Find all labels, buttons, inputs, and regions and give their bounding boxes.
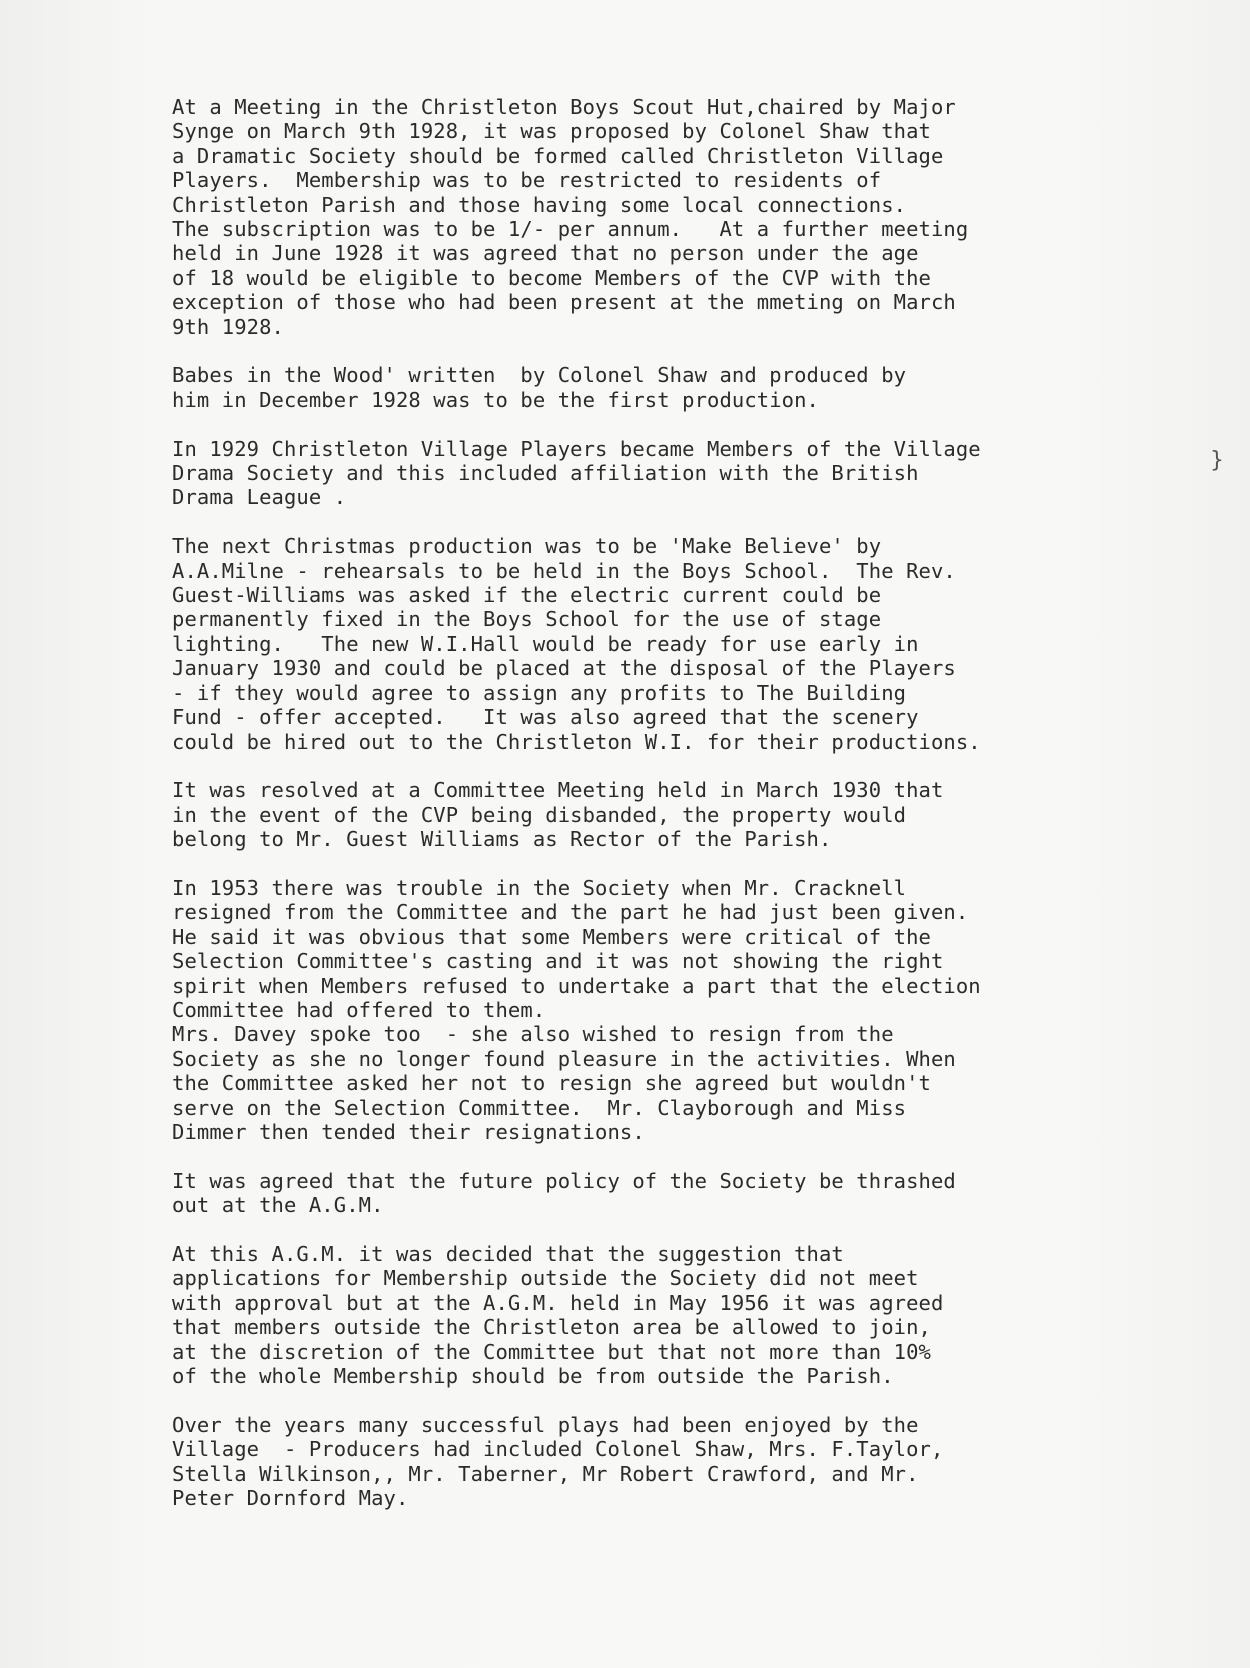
text-line: of 18 would be eligible to become Members of the CVP with the <box>172 265 931 290</box>
text-line: Fund - offer accepted. It was also agreed that the scenery <box>172 705 919 730</box>
text-line: Synge on March 9th 1928, it was proposed by Colonel Shaw that <box>172 119 931 144</box>
text-line: A.A.Milne - rehearsals to be held in the Boys School. The Rev. <box>172 558 956 583</box>
text-line: Committee had offered to them. <box>172 997 546 1022</box>
text-line: exception of those who had been present at the mmeting on March <box>172 290 956 315</box>
text-line: January 1930 and could be placed at the disposal of the Players <box>172 656 956 681</box>
text-line: Drama Society and this included affiliation with the British <box>172 461 919 486</box>
text-line: Village - Producers had included Colonel Shaw, Mrs. F.Taylor, <box>172 1437 944 1462</box>
text-line: the Committee asked her not to resign she agreed but wouldn't <box>172 1071 931 1096</box>
text-line: Guest-Williams was asked if the electric current could be <box>172 583 882 608</box>
text-line: The subscription was to be 1/- per annum. At a further meeting <box>172 217 969 242</box>
text-line: applications for Membership outside the Society did not meet <box>172 1266 919 1291</box>
paragraph <box>172 534 1232 754</box>
text-line: of the whole Membership should be from outside the Parish. <box>172 1364 894 1389</box>
text-line: Peter Dornford May. <box>172 1486 409 1511</box>
text-line: belong to Mr. Guest Williams as Rector of the Parish. <box>172 827 832 852</box>
paragraph <box>172 95 1232 339</box>
text-line: Over the years many successful plays had been enjoyed by the <box>172 1412 919 1437</box>
text-line: with approval but at the A.G.M. held in May 1956 it was agreed <box>172 1290 944 1315</box>
text-line: in the event of the CVP being disbanded, the property would <box>172 802 907 827</box>
text-line: lighting. The new W.I.Hall would be ready for use early in <box>172 631 919 656</box>
paragraph <box>172 437 1232 510</box>
text-line: Babes in the Wood' written by Colonel Shaw and produced by <box>172 363 907 388</box>
text-line: held in June 1928 it was agreed that no person under the age <box>172 241 919 266</box>
text-line: In 1953 there was trouble in the Society when Mr. Cracknell <box>172 875 907 900</box>
text-line: that members outside the Christleton area be allowed to join, <box>172 1315 931 1340</box>
text-line: Dimmer then tended their resignations. <box>172 1119 645 1144</box>
text-line: Society as she no longer found pleasure in the activities. When <box>172 1046 956 1071</box>
text-line: It was resolved at a Committee Meeting held in March 1930 that <box>172 778 944 803</box>
text-line: serve on the Selection Committee. Mr. Clayborough and Miss <box>172 1095 907 1120</box>
margin-mark: } <box>1210 448 1224 473</box>
paragraph <box>172 1413 1232 1511</box>
text-line: could be hired out to the Christleton W.I. for their productions. <box>172 729 981 754</box>
text-line: In 1929 Christleton Village Players became Members of the Village <box>172 436 981 461</box>
paragraph <box>172 363 1232 412</box>
text-line: Mrs. Davey spoke too - she also wished to resign from the <box>172 1022 894 1047</box>
text-line: Selection Committee's casting and it was not showing the right <box>172 949 944 974</box>
text-line: at the discretion of the Committee but that not more than 10% <box>172 1339 931 1364</box>
paragraph <box>172 1169 1232 1218</box>
text-line: It was agreed that the future policy of the Society be thrashed <box>172 1168 956 1193</box>
paragraph <box>172 778 1232 851</box>
text-line: Christleton Parish and those having some local connections. <box>172 192 907 217</box>
text-line: a Dramatic Society should be formed called Christleton Village <box>172 143 944 168</box>
text-line: permanently fixed in the Boys School for the use of stage <box>172 607 882 632</box>
text-line: - if they would agree to assign any profits to The Building <box>172 680 907 705</box>
paragraph <box>172 876 1232 1144</box>
text-line: The next Christmas production was to be 'Make Believe' by <box>172 534 882 559</box>
text-line: He said it was obvious that some Members were critical of the <box>172 924 931 949</box>
text-line: At this A.G.M. it was decided that the suggestion that <box>172 1241 844 1266</box>
text-line: 9th 1928. <box>172 314 284 339</box>
paragraph <box>172 1242 1232 1388</box>
text-line: resigned from the Committee and the part he had just been given. <box>172 900 969 925</box>
document-body <box>172 95 1232 1535</box>
text-line: Players. Membership was to be restricted to residents of <box>172 168 882 193</box>
text-line: Drama League . <box>172 485 347 510</box>
text-line: At a Meeting in the Christleton Boys Scout Hut,chaired by Major <box>172 95 956 119</box>
text-line: out at the A.G.M. <box>172 1193 384 1218</box>
text-line: Stella Wilkinson,, Mr. Taberner, Mr Robert Crawford, and Mr. <box>172 1461 919 1486</box>
text-line: spirit when Members refused to undertake a part that the election <box>172 973 981 998</box>
text-line: him in December 1928 was to be the first production. <box>172 387 819 412</box>
